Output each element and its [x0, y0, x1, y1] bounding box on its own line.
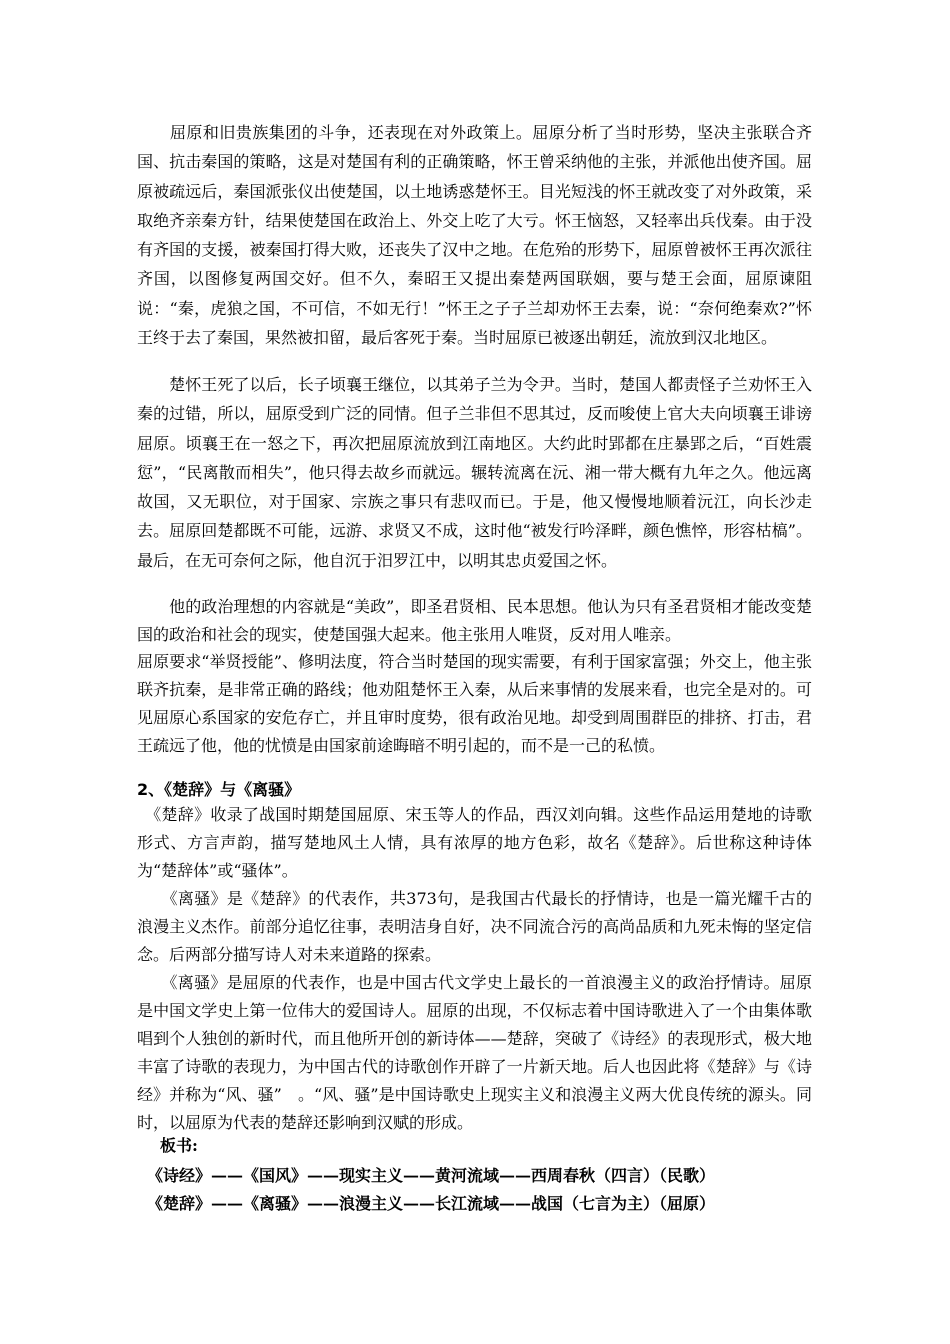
- paragraph-exile: 楚怀王死了以后，长子顷襄王继位，以其弟子兰为令尹。当时，楚国人都责怪子兰劝怀王入秦的过错，所以，屈原受到广泛的同情。但子兰非但不思其过，反而唆使上官大夫向顷襄王诽谤屈原。顷襄王在一怒之下，再次把屈原流放到江南地区。大约此时郢都在庄暴郢之后，“百姓震愆”，“民离散而相失”，他只得去故乡而就远。辗转流离在沅、湘一带大概有九年之久。他远离故国，又无职位，对于国家、宗族之事只有悲叹而已。于是，他又慢慢地顺着沅江，向长沙走去。屈原回楚都既不可能，远游、求贤又不成，这时他“被发行吟泽畔，颜色憔悴，形容枯槁”。最后，在无可奈何之际，他自沉于汨罗江中，以明其忠贞爱国之怀。: [137, 375, 812, 570]
- board-label: 板书:: [160, 1136, 198, 1155]
- paragraph-reform: 屈原要求“举贤授能”、修明法度，符合当时楚国的现实需要，有利于国家富强；外交上，他主张联齐抗秦，是非常正确的路线；他劝阻楚怀王入秦，从后来事情的发展来看，也完全是对的。可见屈原心系国家的安危存亡，并且审时度势，很有政治见地。却受到周围群臣的排挤、打击，君王疏远了他，他的忧愤是由国家前途晦暗不明引起的，而不是一己的私愤。: [137, 652, 812, 755]
- paragraph-foreign-policy: 屈原和旧贵族集团的斗争，还表现在对外政策上。屈原分析了当时形势，坚决主张联合齐国、抗击秦国的策略，这是对楚国有利的正确策略，怀王曾采纳他的主张，并派他出使齐国。屈原被疏远后，秦国派张仪出使楚国，以土地诱惑楚怀王。目光短浅的怀王就改变了对外政策，采取绝齐亲秦方针，结果使楚国在政治上、外交上吃了大亏。怀王恼怒，又轻率出兵伐秦。由于没有齐国的支援，被秦国打得大败，还丧失了汉中之地。在危殆的形势下，屈原曾被怀王再次派往齐国，以图修复两国交好。但不久，秦昭王又提出秦楚两国联姻，要与楚王会面，屈原谏阻说：“秦，虎狼之国，不可信，不如无行！”怀王之子子兰却劝怀王去秦，说：“奈何绝秦欢?”怀王终于去了秦国，果然被扣留，最后客死于秦。当时屈原已被逐出朝廷，流放到汉北地区。: [137, 123, 812, 348]
- board-line-shijing: 《诗经》——《国风》——现实主义——黄河流域——西周春秋（四言）（民歌）: [147, 1166, 716, 1185]
- board-line-chuci: 《楚辞》——《离骚》——浪漫主义——长江流域——战国（七言为主）（屈原）: [147, 1194, 716, 1213]
- paragraph-lisao-overview: 《离骚》是《楚辞》的代表作，共373句，是我国古代最长的抒情诗，也是一篇光耀千古的浪漫主义杰作。前部分追忆往事，表明洁身自好，决不同流合污的高尚品质和九死未悔的坚定信念。后两部分描写诗人对未来道路的探索。: [137, 889, 812, 964]
- paragraph-chuci-intro: 《楚辞》收录了战国时期楚国屈原、宋玉等人的作品，西汉刘向辑。这些作品运用楚地的诗歌形式、方言声韵，描写楚地风土人情，具有浓厚的地方色彩，故名《楚辞》。后世称这种诗体为“楚辞体”或“骚体”。: [137, 805, 812, 880]
- paragraph-lisao-significance: 《离骚》是屈原的代表作，也是中国古代文学史上最长的一首浪漫主义的政治抒情诗。屈原是中国文学史上第一位伟大的爱国诗人。屈原的出现，不仅标志着中国诗歌进入了一个由集体歌唱到个人独创的新时代，而且他所开创的新诗体——楚辞，突破了《诗经》的表现形式，极大地丰富了诗歌的表现力，为中国古代的诗歌创作开辟了一片新天地。后人也因此将《楚辞》与《诗经》并称为“风、骚” 。“风、骚”是中国诗歌史上现实主义和浪漫主义两大优良传统的源头。同时，以屈原为代表的楚辞还影响到汉赋的形成。: [137, 973, 812, 1132]
- section-heading: 2、《楚辞》与《离骚》: [137, 780, 301, 799]
- paragraph-political-ideal: 他的政治理想的内容就是“美政”，即圣君贤相、民本思想。他认为只有圣君贤相才能改变楚国的政治和社会的现实，使楚国强大起来。他主张用人唯贤，反对用人唯亲。: [137, 597, 812, 644]
